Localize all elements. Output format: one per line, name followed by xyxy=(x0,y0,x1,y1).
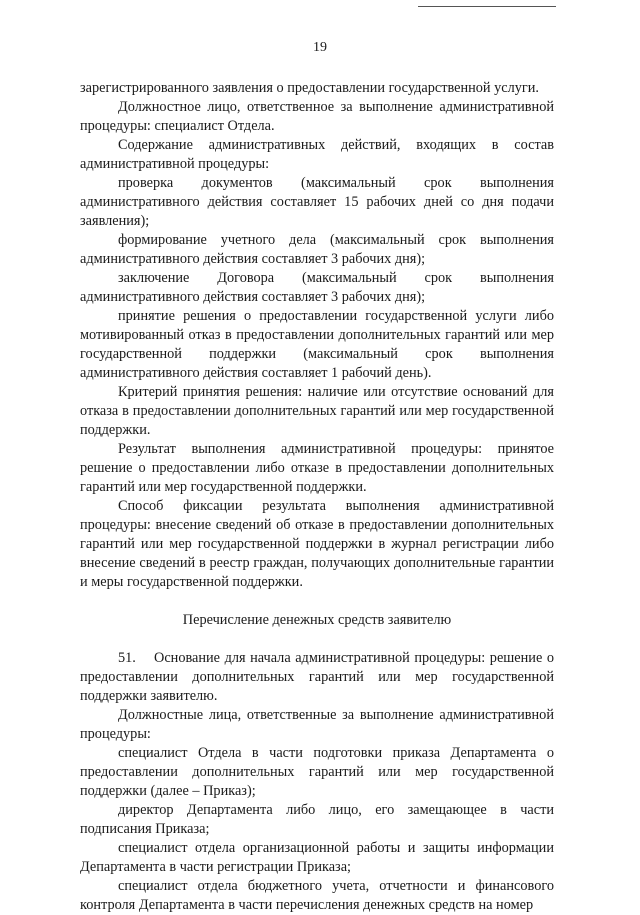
paragraph: принятие решения о предоставлении государственной услуги либо мотивированный отказ в предоставлении дополнительных гарантий или мер государственной поддержки (максимальный срок выполнения административного действия составляет 1 рабочий день). xyxy=(80,308,554,381)
paragraph: Критерий принятия решения: наличие или отсутствие оснований для отказа в предоставлении дополнительных гарантий или мер государственной поддержки. xyxy=(80,384,554,438)
paragraph: специалист отдела организационной работы и защиты информации Департамента в части регистрации Приказа; xyxy=(80,840,554,875)
paragraph: проверка документов (максимальный срок выполнения административного действия составляет 15 рабочих дней со дня подачи заявления); xyxy=(80,175,554,229)
paragraph: зарегистрированного заявления о предоставлении государственной услуги. xyxy=(80,80,539,96)
item-text: Основание для начала административной процедуры: решение о предоставлении дополнительных гарантий или мер государственной поддержки заявителю. xyxy=(80,650,554,704)
paragraph: формирование учетного дела (максимальный срок выполнения административного действия составляет 3 рабочих дня); xyxy=(80,232,554,267)
document-body xyxy=(80,79,554,915)
paragraph: заключение Договора (максимальный срок выполнения административного действия составляет 3 рабочих дня); xyxy=(80,270,554,305)
item-number: 51. xyxy=(118,650,136,666)
paragraph: специалист Отдела в части подготовки приказа Департамента о предоставлении дополнительных гарантий или мер государственной поддержки (далее – Приказ); xyxy=(80,745,554,799)
paragraph: Результат выполнения административной процедуры: принятое решение о предоставлении либо отказе в предоставлении дополнительных гарантий или мер государственной поддержки. xyxy=(80,441,554,495)
paragraph: директор Департамента либо лицо, его замещающее в части подписания Приказа; xyxy=(80,802,554,837)
paragraph: Должностные лица, ответственные за выполнение административной процедуры: xyxy=(80,707,554,742)
paragraph: Должностное лицо, ответственное за выполнение административной процедуры: специалист Отдела. xyxy=(80,99,554,134)
page-number: 19 xyxy=(313,40,327,55)
paragraph: Содержание административных действий, входящих в состав административной процедуры: xyxy=(80,137,554,172)
numbered-paragraph xyxy=(80,649,554,706)
top-rule xyxy=(418,6,556,7)
section-heading: Перечисление денежных средств заявителю xyxy=(182,612,452,628)
paragraph: специалист отдела бюджетного учета, отчетности и финансового контроля Департамента в части перечисления денежных средств на номер xyxy=(80,878,554,913)
paragraph: Способ фиксации результата выполнения административной процедуры: внесение сведений об отказе в предоставлении дополнительных гарантий или мер государственной поддержки в журнал регистрации либо внесение сведений в реестр граждан, получающих дополнительные гарантии и меры государственной поддержки. xyxy=(80,498,554,590)
